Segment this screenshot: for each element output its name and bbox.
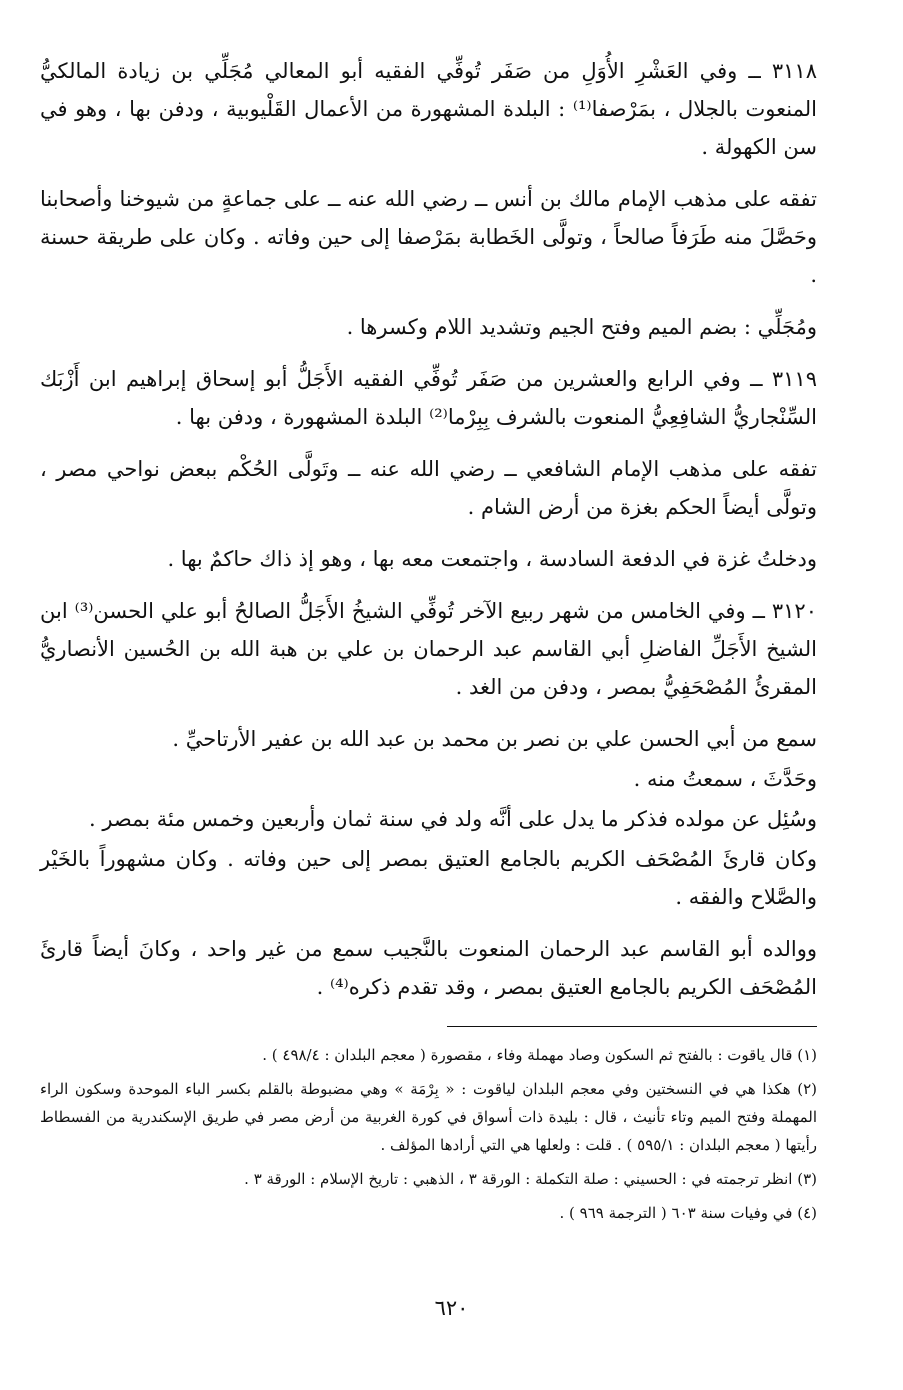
- entry-3120: ٣١٢٠ ــ وفي الخامس من شهر ربيع الآخر تُوفِّي الشيخُ الأَجَلُّ الصالحُ أبو علي الحسن⁽³⁾ ابن الشيخ الأَجَلِّ الفاضلِ أبي القاسم عبد الرحمان بن علي بن هبة الله بن الحُسين الأنصاريُّ المقرئُ المُصْحَفِيُّ بمصر ، ودفن من الغد .: [40, 599, 817, 699]
- page-number: ٦٢٠: [434, 1296, 469, 1320]
- entry-3118: ٣١١٨ ــ وفي العَشْرِ الأُوَلِ من صَفَر تُوفِّي الفقيه أبو المعالي مُجَلِّي بن زيادة المالكيُّ المنعوت بالجلال ، بمَرْصفا⁽¹⁾ : البلدة المشهورة من الأعمال القَلْيوبية ، ودفن بها ، وهو في سن الكهولة .: [40, 59, 817, 159]
- footnote-4: (٤) في وفيات سنة ٦٠٣ ( الترجمة ٩٦٩ ) .: [559, 1204, 817, 1222]
- footnote-1: (١) قال ياقوت : بالفتح ثم السكون وصاد مهملة وفاء ، مقصورة ( معجم البلدان : ٤٩٨/٤ ) .: [262, 1046, 817, 1064]
- entry-3119: ٣١١٩ ــ وفي الرابع والعشرين من صَفَر تُوفِّي الفقيه الأَجَلُّ أبو إسحاق إبراهيم ابن أَزْبَك السِّنْجاريُّ الشافِعِيُّ المنعوت بالشرف بِبِرْما⁽²⁾ البلدة المشهورة ، ودفن بها .: [40, 367, 817, 429]
- entry-3120-reader: وكان قارئَ المُصْحَف الكريم بالجامع العتيق بمصر إلى حين وفاته . وكان مشهوراً بالخَيْر والصَّلاح والفقه .: [40, 847, 817, 909]
- footnote-2: (٢) هكذا هي في النسختين وفي معجم البلدان لياقوت : « بِرْمَة » وهي مضبوطة بالقلم بكسر الباء الموحدة وسكون الراء المهملة وفتح الميم وتاء تأنيث ، قال : بليدة ذات أسواق في كورة الغربية من أرض مصر في طريق الإسكندرية من الفسطاط رأيتها ( معجم البلدان : ٥٩٥/١ ) . قلت : ولعلها هي التي أرادها المؤلف .: [40, 1080, 817, 1154]
- entry-3120-father: ووالده أبو القاسم عبد الرحمان المنعوت بالنَّجيب سمع من غير واحد ، وكانَ أيضاً قارئَ المُصْحَف الكريم بالجامع العتيق بمصر ، وقد تقدم ذكره⁽⁴⁾ .: [40, 937, 817, 999]
- entry-3120-narrated: وحَدَّثَ ، سمعتُ منه .: [633, 767, 817, 791]
- footnotes: [40, 1041, 817, 1227]
- entry-3119-study: تفقه على مذهب الإمام الشافعي ــ رضي الله عنه ــ وتَولَّى الحُكْم ببعض نواحي مصر ، وتولَّى أيضاً الحكم بغزة من أرض الشام .: [40, 457, 817, 519]
- entry-3118-study: تفقه على مذهب الإمام مالك بن أنس ــ رضي الله عنه ــ على جماعةٍ من شيوخنا وأصحابنا وحَصَّلَ منه طَرَفاً صالحاً ، وتولَّى الخَطابة بمَرْصفا إلى حين وفاته . وكان على طريقة حسنة .: [40, 187, 817, 287]
- main-text: [40, 52, 817, 1006]
- footnote-divider: [447, 1026, 817, 1027]
- footnote-3: (٣) انظر ترجمته في : الحسيني : صلة التكملة : الورقة ٣ ، الذهبي : تاريخ الإسلام : الورقة ٣ .: [244, 1170, 817, 1188]
- entry-3120-birth: وسُئِل عن مولده فذكر ما يدل على أنَّه ولد في سنة ثمان وأربعين وخمس مئة بمصر .: [88, 807, 817, 831]
- entry-3120-heard: سمع من أبي الحسن علي بن نصر بن محمد بن عبد الله بن عفير الأرتاحيِّ .: [172, 727, 817, 751]
- entry-3119-gaza: ودخلتُ غزة في الدفعة السادسة ، واجتمعت معه بها ، وهو إذ ذاك حاكمٌ بها .: [167, 547, 817, 571]
- entry-3118-vocalization: ومُجَلِّي : بضم الميم وفتح الجيم وتشديد اللام وكسرها .: [346, 315, 817, 339]
